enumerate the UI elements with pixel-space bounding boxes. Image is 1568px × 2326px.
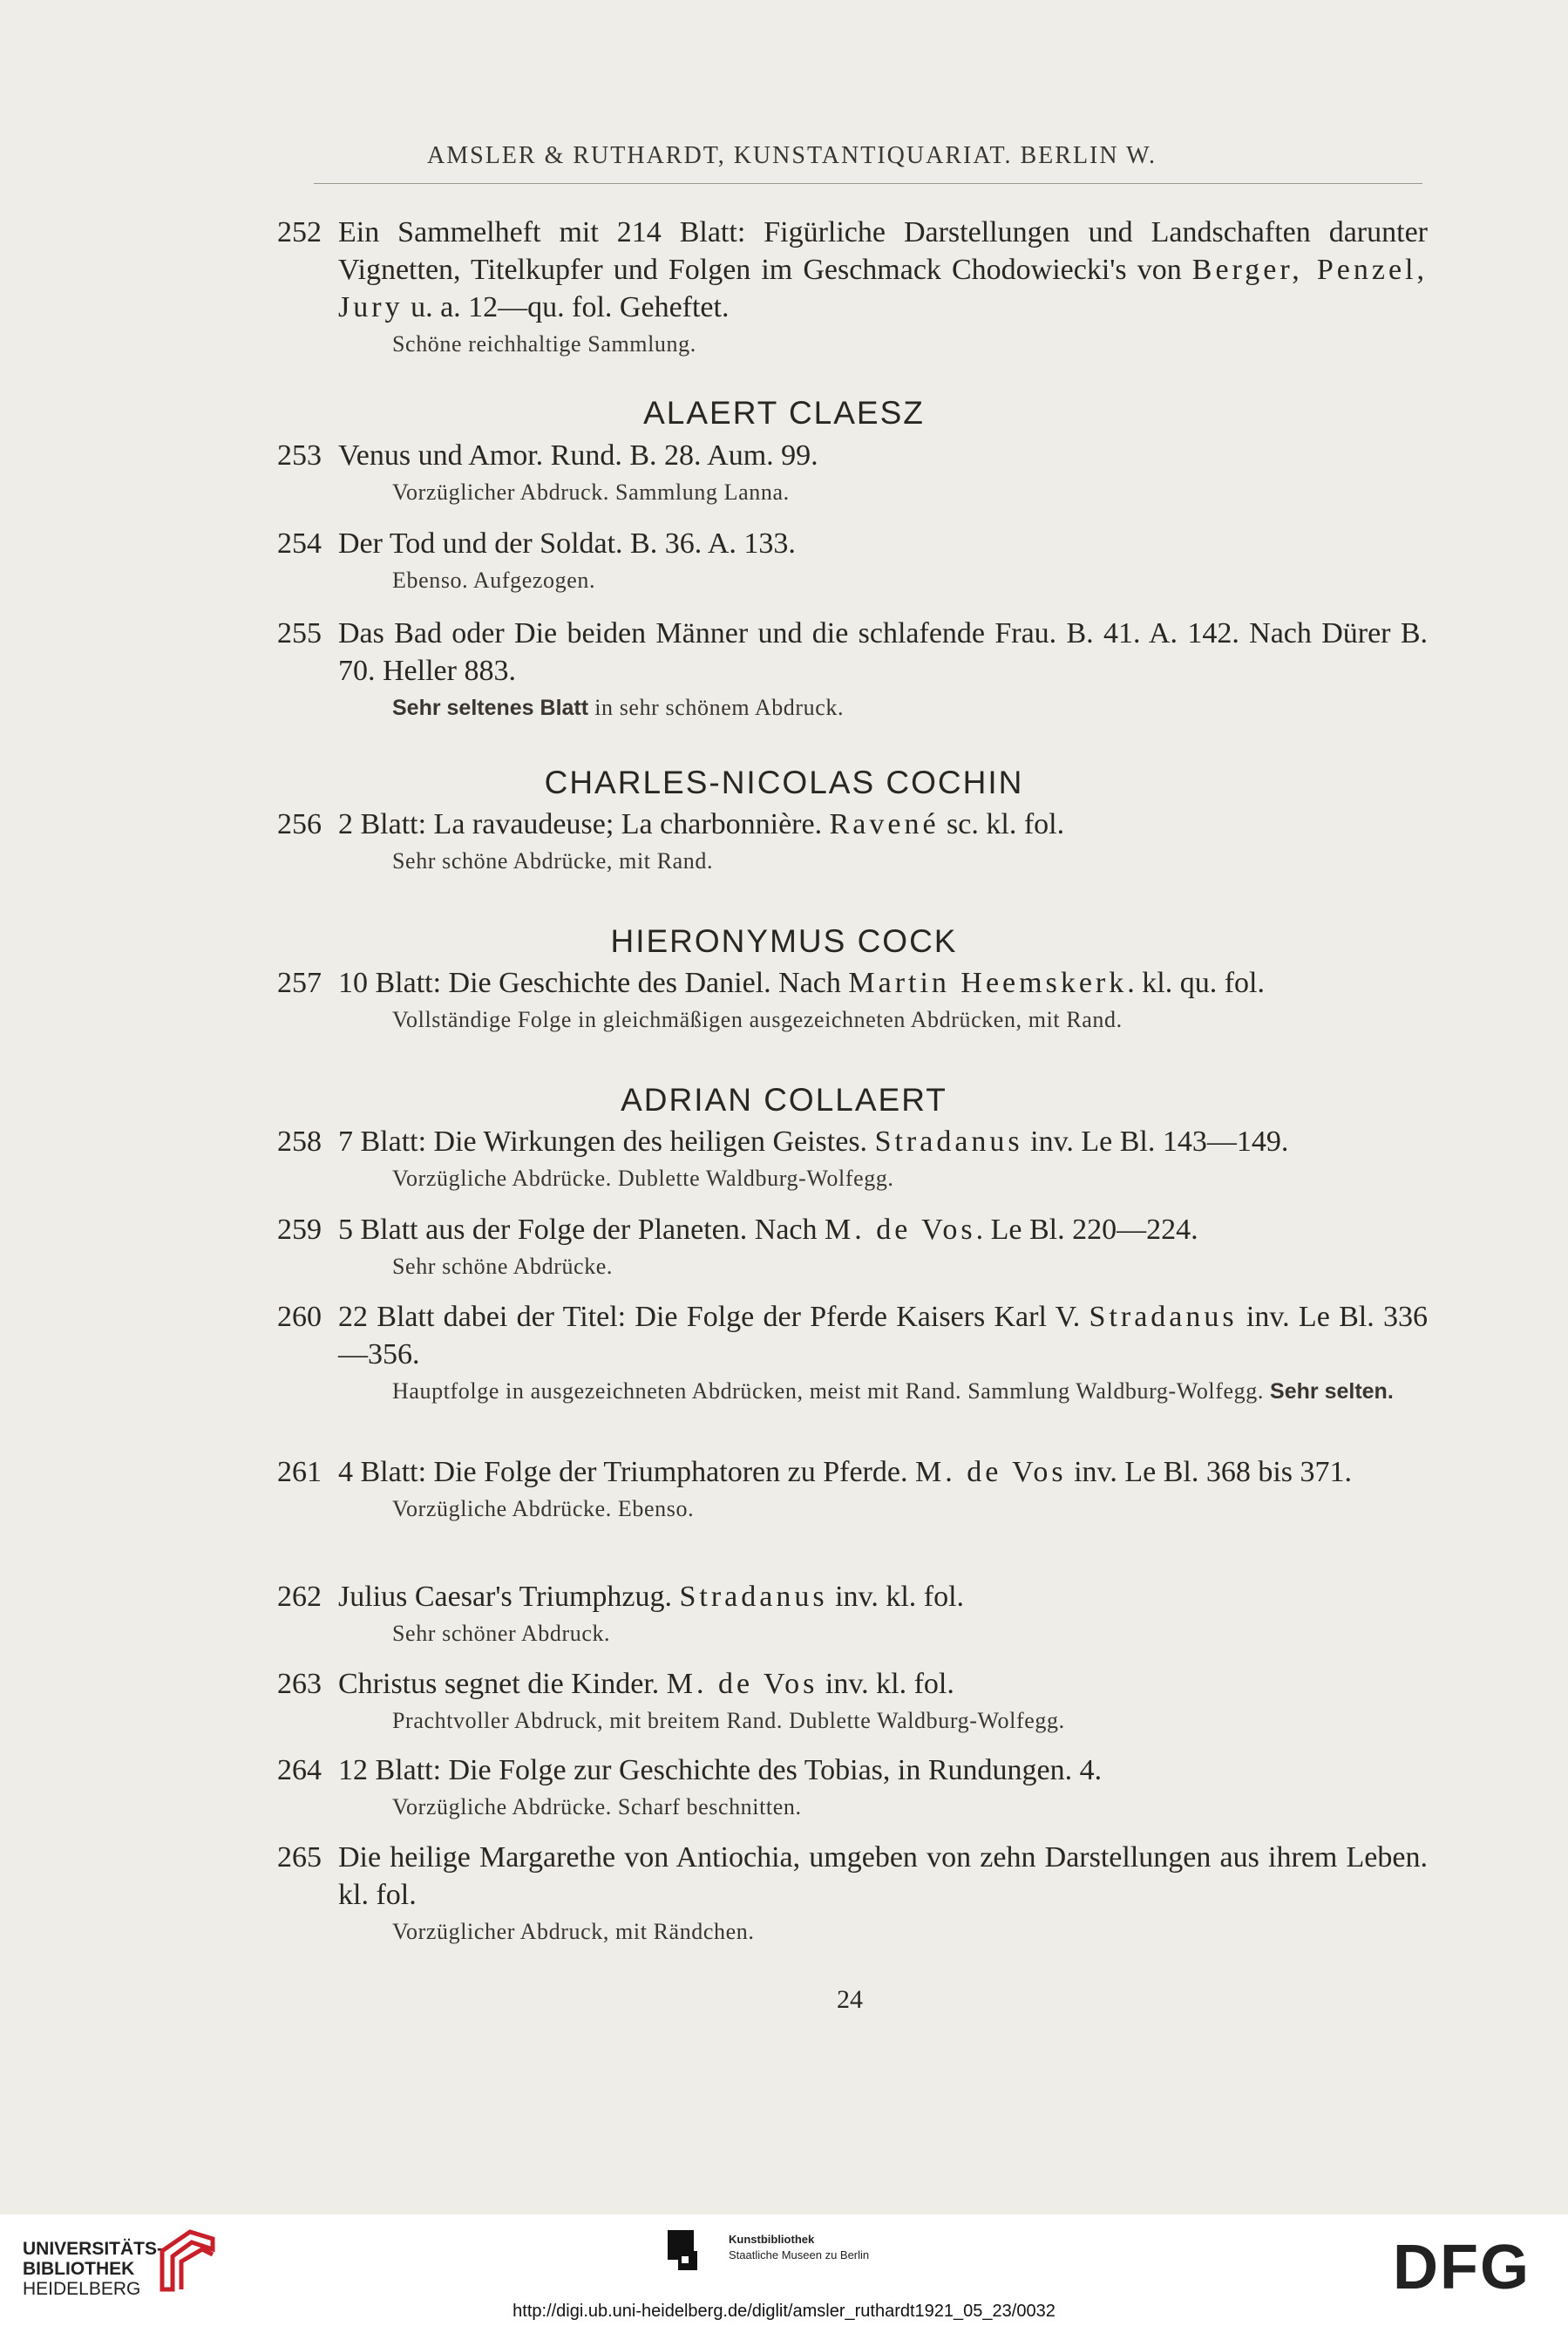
artist-heading-claesz: ALAERT CLAESZ <box>643 395 925 431</box>
artist-heading-collaert: ADRIAN COLLAERT <box>621 1082 947 1118</box>
artist-heading-cochin: CHARLES-NICOLAS COCHIN <box>544 765 1024 800</box>
entry-note: Vollständige Folge in gleichmäßigen ausgezeichneten Abdrücken, mit Rand. <box>392 1007 1123 1032</box>
artist-name: M. de Vos <box>914 1456 1067 1488</box>
entry-text: 5 Blatt aus der Folge der Planeten. Nach M. de Vos. Le Bl. 220—224. <box>338 1214 1198 1246</box>
catalog-entry-257 <box>277 964 1428 1035</box>
catalog-entry-258 <box>277 1123 1428 1194</box>
catalog-entry-252 <box>277 214 1428 359</box>
entry-text: Ein Sammelheft mit 214 Blatt: Figürliche Darstellungen und Landschaften darunter Vignetten, Titelkupfer und Folgen im Geschmack Chodowiecki's von Berger, Penzel, Jury u. a. 12—qu. fol. Geheftet. <box>338 216 1429 323</box>
entry-note: Sehr schöne Abdrücke, mit Rand. <box>392 848 714 874</box>
header-rule <box>314 183 1422 184</box>
dfg-logo[interactable]: DFG <box>1393 2233 1531 2302</box>
catalog-entry-260 <box>277 1298 1428 1406</box>
entry-number: 252 <box>277 216 322 248</box>
artist-name: M. de Vos <box>825 1214 976 1246</box>
catalog-entry-255 <box>277 615 1428 723</box>
entry-number: 260 <box>277 1301 322 1333</box>
entry-note: Sehr schöner Abdruck. <box>392 1621 611 1646</box>
artist-name: Ravené <box>829 808 940 840</box>
entry-number: 264 <box>277 1754 322 1786</box>
artist-name: Martin Heemskerk <box>848 967 1128 999</box>
entry-text: 12 Blatt: Die Folge zur Geschichte des Tobias, in Rundungen. 4. <box>338 1754 1103 1786</box>
entry-note: Vorzüglicher Abdruck. Sammlung Lanna. <box>392 479 790 505</box>
artist-name: Berger, Penzel, Jury <box>338 254 1429 323</box>
artist-name: Stradanus <box>679 1581 828 1613</box>
entry-text: Die heilige Margarethe von Antiochia, umgeben von zehn Darstellungen aus ihrem Leben. kl. fol. <box>338 1841 1428 1911</box>
kb-title: Kunstbibliothek <box>729 2233 815 2246</box>
catalog-entry-261 <box>277 1453 1428 1524</box>
catalog-entry-259 <box>277 1211 1428 1282</box>
entry-number: 261 <box>277 1456 322 1488</box>
entry-text: 22 Blatt dabei der Titel: Die Folge der Pferde Kaisers Karl V. Stradanus inv. Le Bl. 336—356. <box>338 1301 1428 1370</box>
ub-heidelberg-wordmark[interactable] <box>23 2239 163 2299</box>
entry-number: 256 <box>277 808 322 840</box>
entry-number: 259 <box>277 1214 322 1246</box>
entry-number: 254 <box>277 527 322 560</box>
entry-number: 262 <box>277 1581 322 1613</box>
running-head: AMSLER & RUTHARDT, KUNSTANTIQUARIAT. BERLIN W. <box>427 142 1157 169</box>
entry-text: Das Bad oder Die beiden Männer und die schlafende Frau. B. 41. A. 142. Nach Dürer B. 70. Heller 883. <box>338 617 1428 687</box>
entry-text: Der Tod und der Soldat. B. 36. A. 133. <box>338 527 796 560</box>
catalog-entry-264 <box>277 1751 1428 1822</box>
catalog-entry-253 <box>277 437 1428 507</box>
entry-text: 7 Blatt: Die Wirkungen des heiligen Geistes. Stradanus inv. Le Bl. 143—149. <box>338 1126 1289 1158</box>
entry-note: Vorzügliche Abdrücke. Scharf beschnitten. <box>392 1794 802 1819</box>
kunstbibliothek-wordmark[interactable] <box>729 2232 869 2263</box>
permalink-url[interactable]: http://digi.ub.uni-heidelberg.de/diglit/amsler_ruthardt1921_05_23/0032 <box>512 2302 1056 2321</box>
entry-number: 253 <box>277 439 322 472</box>
catalog-entry-262 <box>277 1578 1428 1649</box>
ub-heidelberg-logo-icon[interactable] <box>157 2225 218 2293</box>
entry-number: 265 <box>277 1841 322 1874</box>
entry-number: 258 <box>277 1126 322 1158</box>
catalog-entry-254 <box>277 525 1428 595</box>
ub-line-2: BIBLIOTHEK <box>23 2259 135 2279</box>
catalog-entry-256 <box>277 806 1428 876</box>
entry-note: Vorzügliche Abdrücke. Ebenso. <box>392 1496 695 1521</box>
entry-note: Sehr schöne Abdrücke. <box>392 1254 614 1279</box>
entry-note: Sehr seltenes Blatt in sehr schönem Abdruck. <box>392 695 845 720</box>
page-number: 24 <box>837 1985 863 2014</box>
entry-note: Schöne reichhaltige Sammlung. <box>392 331 696 357</box>
entry-text: 4 Blatt: Die Folge der Triumphatoren zu Pferde. M. de Vos inv. Le Bl. 368 bis 371. <box>338 1456 1352 1488</box>
artist-name: Stradanus <box>874 1126 1023 1158</box>
entry-text: 2 Blatt: La ravaudeuse; La charbonnière. Ravené sc. kl. fol. <box>338 808 1065 840</box>
entry-number: 257 <box>277 967 322 999</box>
entry-text: 10 Blatt: Die Geschichte des Daniel. Nach Martin Heemskerk. kl. qu. fol. <box>338 967 1265 999</box>
entry-text: Julius Caesar's Triumphzug. Stradanus inv. kl. fol. <box>338 1581 965 1613</box>
entry-note: Vorzüglicher Abdruck, mit Rändchen. <box>392 1919 755 1944</box>
artist-heading-cock: HIERONYMUS COCK <box>610 923 958 959</box>
entry-text: Christus segnet die Kinder. M. de Vos inv. kl. fol. <box>338 1668 954 1700</box>
entry-number: 263 <box>277 1668 322 1700</box>
kunstbibliothek-logo-icon[interactable] <box>668 2230 697 2270</box>
ub-line-3: HEIDELBERG <box>23 2279 141 2299</box>
catalog-entry-263 <box>277 1665 1428 1736</box>
kb-subtitle: Staatliche Museen zu Berlin <box>729 2248 870 2261</box>
artist-name: M. de Vos <box>666 1668 818 1700</box>
entry-number: 255 <box>277 617 322 650</box>
entry-note: Prachtvoller Abdruck, mit breitem Rand. Dublette Waldburg-Wolfegg. <box>392 1708 1065 1733</box>
ub-line-1: UNIVERSITÄTS- <box>23 2239 164 2259</box>
artist-name: Stradanus <box>1089 1301 1238 1333</box>
entry-text: Venus und Amor. Rund. B. 28. Aum. 99. <box>338 439 818 472</box>
catalog-entry-265 <box>277 1839 1428 1947</box>
entry-note: Vorzügliche Abdrücke. Dublette Waldburg-Wolfegg. <box>392 1166 894 1191</box>
entry-note: Ebenso. Aufgezogen. <box>392 568 596 593</box>
entry-note: Hauptfolge in ausgezeichneten Abdrücken, meist mit Rand. Sammlung Waldburg-Wolfegg. Sehr selten. <box>392 1378 1394 1404</box>
